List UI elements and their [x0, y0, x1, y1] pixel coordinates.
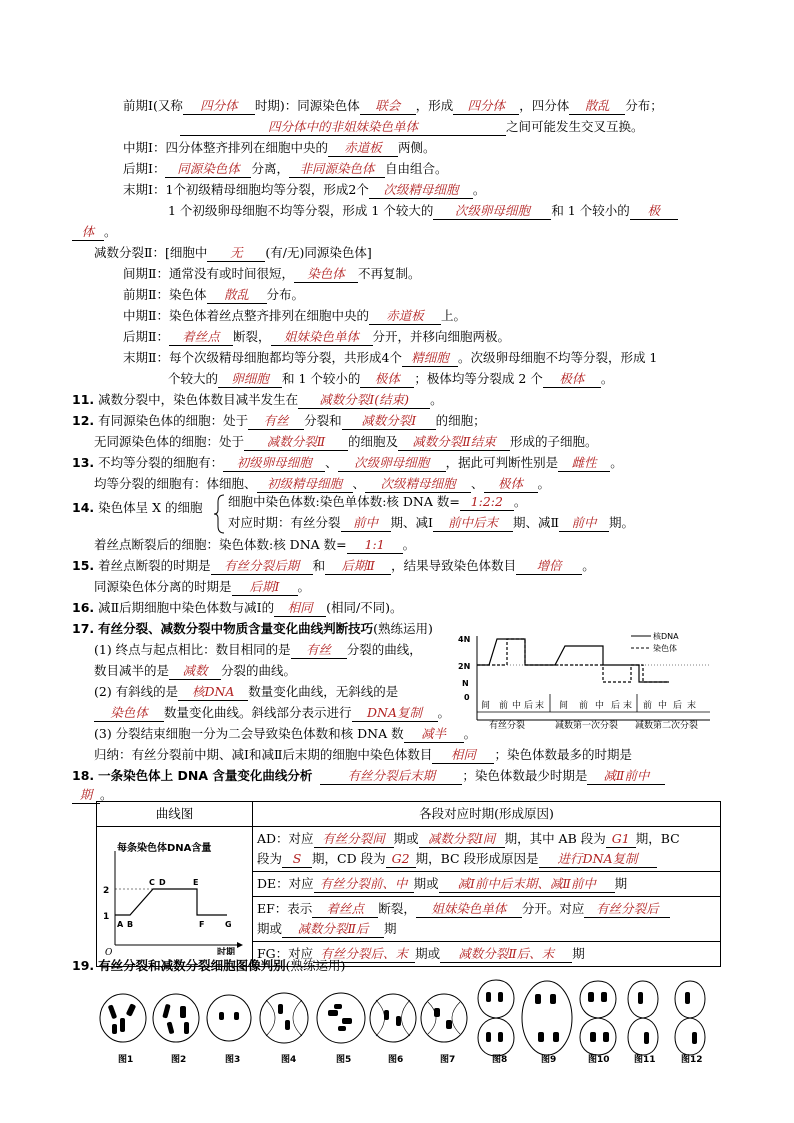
meiosis2-metaphase: 中期Ⅱ：染色体着丝点整齐排列在细胞中央的 赤道板 上。: [123, 308, 467, 323]
graph-cell: [97, 827, 253, 967]
question-12-line1: 12. 有同源染色体的细胞：处于 有丝 分裂和 减数分裂Ⅰ 的细胞；: [72, 413, 486, 428]
cell-figure-9-icon: [522, 981, 572, 1055]
x-axis-label: 时期: [217, 948, 236, 955]
question-14-ratio: 细胞中染色体数:染色单体数:核 DNA 数= 1:2:2 。: [228, 494, 527, 509]
point-labels-fg: F G: [199, 920, 232, 929]
cell-figure-4-icon: [260, 993, 308, 1043]
question-14-line3: 着丝点断裂后的细胞：染色体数:核 DNA 数= 1:1 。: [94, 537, 416, 552]
question-17-line5: (3) 分裂结束细胞一分为二会导致染色体数和核 DNA 数 减半 。: [94, 726, 477, 741]
cell-figure-3-icon: [207, 995, 251, 1041]
question-17-line6: 归纳：有丝分裂前中期、减Ⅰ和减Ⅱ后末期的细胞中染色体数目 相同 ；染色体数最多的时期是: [94, 747, 632, 762]
cell-figure-8-icon: [478, 980, 514, 1056]
telophase1-line3: 体 。: [72, 222, 117, 242]
anaphase1-line: 后期Ⅰ： 同源染色体 分离， 非同源染色体 自由组合。: [123, 161, 448, 176]
question-17-line2: 数目减半的是 减数 分裂的曲线。: [94, 663, 297, 678]
y-tick: N: [462, 679, 469, 688]
point-labels-ab: A B: [117, 920, 134, 929]
question-17-line3: (2) 有斜线的是 核DNA 数量变化曲线，无斜线的是: [94, 684, 399, 699]
point-labels-cde: C D E: [149, 878, 199, 887]
question-14-label: 14. 染色体呈 X 的细胞: [72, 500, 203, 515]
section-meiosis1: 减数第一次分裂: [555, 721, 619, 730]
prophase1-line2: 四分体中的非姐妹染色单体 之间可能发生交叉互换。: [180, 117, 644, 137]
meiosis2-anaphase: 后期Ⅱ： 着丝点 断裂， 姐妹染色单体 分开，并移向细胞两极。: [123, 329, 511, 344]
meiosis2-telophase-line2: 个较大的 卵细胞 和 1 个较小的 极体 ；极体均等分裂成 2 个 极体 。: [168, 371, 614, 386]
row-ad: AD：对应 有丝分裂间 期或 减数分裂Ⅰ间 期，其中 AB 段为 G1 期，BC 段为 S 期，CD 段为 G2 期，BC 段形成原因是 进行DNA复制: [253, 827, 721, 872]
meiosis2-prophase: 前期Ⅱ：染色体 散乱 分布。: [123, 287, 305, 302]
curve-analysis-table: [96, 801, 721, 967]
question-16: 16. 减Ⅱ后期细胞中染色体数与减Ⅰ的 相同 (相同/不同)。: [72, 600, 403, 615]
cell-figure-11-icon: [628, 981, 658, 1055]
question-13-line2: 均等分裂的细胞有：体细胞、 初级精母细胞 、 次级精母细胞 、 极体 。: [94, 476, 551, 491]
meiosis2-telophase-line1: 末期Ⅱ：每个次级精母细胞都均等分裂，共形成4个 精细胞 。次级卵母细胞不均等分裂，形成 1: [123, 350, 658, 365]
question-14-periods: 对应时期：有丝分裂 前中 期、减Ⅰ 前中后末 期、减Ⅱ 前中 期。: [228, 515, 634, 530]
phase-labels-2: 间 前 中 后 末: [559, 701, 633, 711]
prophase1-line1: 前期Ⅰ(又称 四分体 时期)：同源染色体 联会 ，形成 四分体 ，四分体 散乱 分布；: [123, 98, 663, 113]
question-18-title: 18. 一条染色体上 DNA 含量变化曲线分析 有丝分裂后末期 ；染色体数最少时期是 减Ⅱ前中: [72, 766, 665, 786]
meiosis2-interphase: 间期Ⅱ：通常没有或时间很短， 染色体 不再复制。: [123, 266, 421, 281]
section-meiosis2: 减数第二次分裂: [635, 721, 699, 730]
question-17-line4: 染色体 数量变化曲线。斜线部分表示进行 DNA复制 。: [94, 703, 450, 723]
graph-title: 每条染色体DNA含量: [117, 843, 212, 854]
cell-figure-7-icon: [421, 994, 467, 1042]
row-de: DE：对应 有丝分裂前、中 期或 减Ⅰ前中后末期、减Ⅱ前中 期: [253, 872, 721, 897]
row-fg: FG：对应 有丝分裂后、末 期或 减数分裂Ⅱ后、末 期: [253, 942, 721, 967]
content-change-graph: [455, 628, 720, 730]
question-15-line1: 15. 着丝点断裂的时期是 有丝分裂后期 和 后期Ⅱ ，结果导致染色体数目 增倍 。: [72, 558, 595, 573]
dna-per-chromosome-graph: [97, 827, 252, 955]
telophase1-line2: 1 个初级卵母细胞不均等分裂，形成 1 个较大的 次级卵母细胞 和 1 个较小的 极: [168, 201, 678, 221]
question-11: 11. 减数分裂中，染色体数目减半发生在 减数分裂Ⅰ(结束) 。: [72, 392, 443, 407]
figure-labels: 图1 图2 图3 图4 图5 图6 图7 图8 图9 图10 图11 图12: [118, 1055, 703, 1065]
y-tick-2: 2: [103, 886, 110, 896]
cell-figure-2-icon: [153, 994, 199, 1042]
question-13-line1: 13. 不均等分裂的细胞有： 初级卵母细胞 、 次级卵母细胞 ，据此可判断性别是 雌性 。: [72, 455, 623, 470]
question-19-title: 19. 有丝分裂和减数分裂细胞图像判别(熟练运用): [72, 958, 346, 973]
phase-labels-1: 间 前 中 后 末: [481, 701, 545, 711]
question-17-title: 17. 有丝分裂、减数分裂中物质含量变化曲线判断技巧(熟练运用): [72, 621, 433, 636]
meiosis2-title: 减数分裂Ⅱ：[细胞中 无 (有/无)同源染色体]: [94, 245, 372, 260]
question-18-line2: 期 。: [72, 785, 113, 805]
question-17-line1: (1) 终点与起点相比：数目相同的是 有丝 分裂的曲线，: [94, 642, 422, 657]
legend-dna: 核DNA: [653, 632, 679, 641]
phase-labels-3: 前 中 后 末: [643, 701, 697, 711]
origin: O: [105, 948, 113, 955]
question-12-line2: 无同源染色体的细胞：处于 减数分裂Ⅱ 的细胞及 减数分裂Ⅱ结束 形成的子细胞。: [94, 434, 598, 449]
question-15-line2: 同源染色体分离的时期是 后期Ⅰ 。: [94, 579, 311, 594]
y-tick-1: 1: [103, 912, 110, 922]
cell-figure-12-icon: [675, 981, 705, 1055]
legend-chromosome: 染色体: [653, 644, 677, 653]
telophase1-line1: 末期Ⅰ：1个初级精母细胞均等分裂，形成2个 次级精母细胞 。: [123, 182, 486, 197]
col-header-graph: 曲线图: [97, 802, 253, 827]
row-ef: EF：表示 着丝点 断裂， 姐妹染色单体 分开。对应 有丝分裂后 期或 减数分裂Ⅱ后 期: [253, 897, 721, 942]
col-header-periods: 各段对应时期(形成原因): [253, 802, 721, 827]
section-mitosis: 有丝分裂: [489, 721, 526, 730]
y-tick: 0: [464, 693, 470, 702]
y-tick: 4N: [458, 635, 471, 644]
metaphase1-line: 中期Ⅰ：四分体整齐排列在细胞中央的 赤道板 两侧。: [123, 140, 436, 155]
brace-icon: [214, 494, 226, 534]
y-tick: 2N: [458, 662, 471, 671]
cell-figure-5-icon: [317, 993, 365, 1043]
cell-figure-10-icon: [580, 981, 616, 1055]
